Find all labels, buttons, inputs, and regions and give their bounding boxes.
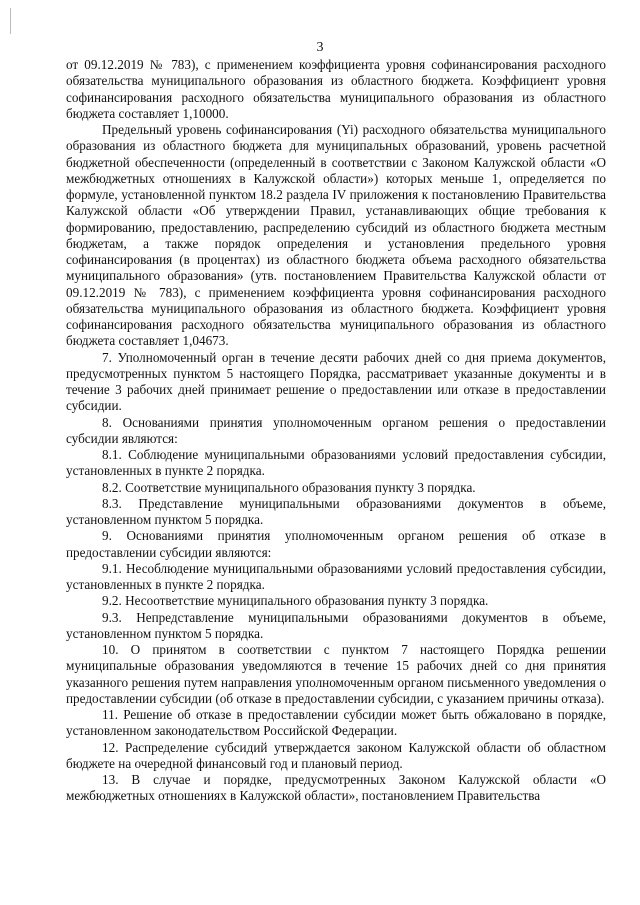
paragraph-8-1: 8.1. Соблюдение муниципальными образованиями условий предоставления субсидии, установленных в пункте 2 порядка.	[66, 447, 606, 479]
paragraph-8: 8. Основаниями принятия уполномоченным органом решения о предоставлении субсидии являются:	[66, 414, 606, 446]
paragraph-11: 11. Решение об отказе в предоставлении субсидии может быть обжаловано в порядке, установленном законодательством Российской Федерации.	[66, 707, 606, 739]
paragraph-8-2: 8.2. Соответствие муниципального образования пункту 3 порядка.	[102, 479, 476, 495]
paragraph-9-3: 9.3. Непредставление муниципальными образованиями документов в объеме, установленном пунктом 5 порядка.	[66, 609, 606, 641]
document-body	[66, 57, 606, 805]
page-number: 3	[316, 40, 324, 55]
paragraph-cofinancing-limit: Предельный уровень софинансирования (Yi) расходного обязательства муниципального образования из областного бюджета для муниципальных образований, уровень расчетной бюджетной обеспеченности (определенный в соответствии с Законом Калужской области «О межбюджетных отношениях в Калужской области») которых меньше 1, определяется по формуле, установленной пунктом 18.2 раздела IV приложения к постановлению Правительства Калужской области «Об утверждении Правил, устанавливающих общие требования к формированию, предоставлению, распределению субсидий из областного бюджета местным бюджетам, а также порядок определения и установления предельного уровня софинансирования (в процентах) из областного бюджета объема расходного обязательства муниципального образования» (утв. постановлением Правительства Калужской области от 09.12.2019 № 783), с применением коэффициента уровня софинансирования расходного обязательства муниципального образования из областного бюджета. Коэффициент уровня софинансирования расходного обязательства муниципального образования из областного бюджета составляет 1,04673.	[66, 122, 606, 349]
paragraph-continuation: от 09.12.2019 № 783), с применением коэффициента уровня софинансирования расходного обязательства муниципального образования из областного бюджета. Коэффициент уровня софинансирования расходного обязательства муниципального образования из областного бюджета составляет 1,10000.	[66, 57, 606, 121]
paragraph-9-1: 9.1. Несоблюдение муниципальными образованиями условий предоставления субсидии, установленных в пункте 2 порядка.	[66, 560, 606, 592]
paragraph-9-2: 9.2. Несоответствие муниципального образования пункту 3 порядка.	[102, 593, 489, 609]
paragraph-8-3: 8.3. Представление муниципальными образованиями документов в объеме, установленном пунктом 5 порядка.	[66, 495, 606, 527]
paragraph-7: 7. Уполномоченный орган в течение десяти рабочих дней со дня приема документов, предусмотренных пунктом 5 настоящего Порядка, рассматривает указанные документы и в течение 3 рабочих дней принимает решение о предоставлении или отказе в предоставлении субсидии.	[66, 349, 606, 414]
scan-margin-mark	[10, 8, 11, 34]
paragraph-9: 9. Основаниями принятия уполномоченным органом решения об отказе в предоставлении субсидии являются:	[66, 528, 606, 560]
paragraph-12: 12. Распределение субсидий утверждается законом Калужской области об областном бюджете на очередной финансовый год и плановый период.	[66, 739, 606, 771]
paragraph-13: 13. В случае и порядке, предусмотренных Законом Калужской области «О межбюджетных отношениях в Калужской области», постановлением Правительства	[66, 772, 606, 804]
paragraph-10: 10. О принятом в соответствии с пунктом 7 настоящего Порядка решении муниципальные образования уведомляются в течение 15 рабочих дней со дня принятия указанного решения путем направления уполномоченным органом письменного уведомления о предоставлении субсидии (об отказе в предоставлении субсидии, с указанием причины отказа).	[66, 642, 606, 706]
